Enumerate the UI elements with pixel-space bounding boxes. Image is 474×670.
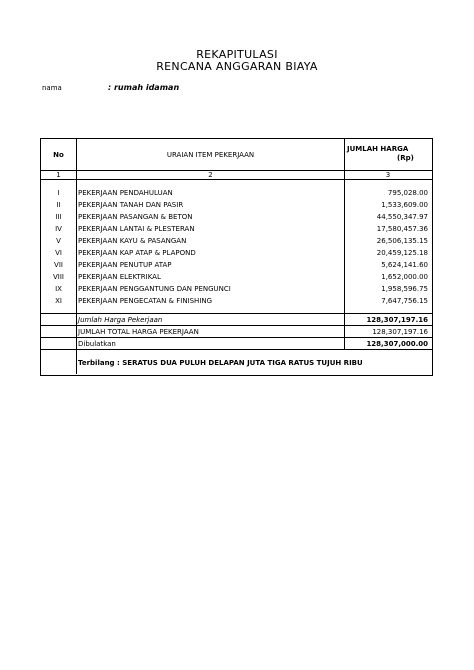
row-amount: 5,624,141.60: [381, 261, 428, 269]
row-no: VII: [54, 261, 63, 269]
row-no: V: [56, 237, 61, 245]
row-amount: 1,652,000.00: [381, 273, 428, 281]
row-amount: 7,647,756.15: [381, 297, 428, 305]
row-desc: PEKERJAAN PASANGAN & BETON: [78, 213, 193, 221]
sum2-value: 128,307,197.16: [372, 328, 428, 336]
col-no-header: No: [53, 151, 64, 159]
row-desc: PEKERJAAN PENGECATAN & FINISHING: [78, 297, 213, 305]
row-desc: PEKERJAAN PENUTUP ATAP: [78, 261, 172, 269]
row-desc: PEKERJAAN ELEKTRIKAL: [78, 273, 161, 281]
row-desc: PEKERJAAN PENGGANTUNG DAN PENGUNCI: [78, 285, 231, 293]
index-1: 1: [56, 171, 61, 179]
row-amount: 1,958,596.75: [381, 285, 428, 293]
row-desc: PEKERJAAN TANAH DAN PASIR: [78, 201, 184, 209]
sum1-divider: [41, 325, 432, 326]
row-desc: PEKERJAAN KAYU & PASANGAN: [78, 237, 187, 245]
row-desc: PEKERJAAN KAP ATAP & PLAPOND: [78, 249, 196, 257]
row-amount: 44,550,347.97: [376, 213, 428, 221]
row-amount: 795,028.00: [387, 189, 428, 197]
row-no: VIII: [53, 273, 64, 281]
sum3-divider: [41, 349, 432, 350]
row-no: II: [56, 201, 61, 209]
row-no: IX: [55, 285, 62, 293]
sum3-label: Dibulatkan: [78, 340, 116, 348]
sum1-value: 128,307,197.16: [366, 316, 428, 324]
terbilang-text: Terbilang : SERATUS DUA PULUH DELAPAN JUTA TIGA RATUS TUJUH RIBU: [78, 359, 363, 367]
doc-subtitle: RENCANA ANGGARAN BIAYA: [156, 60, 318, 73]
sum2-label: JUMLAH TOTAL HARGA PEKERJAAN: [78, 328, 199, 336]
body-divider: [41, 313, 432, 314]
row-amount: 17,580,457.36: [376, 225, 428, 233]
col-amount-header: JUMLAH HARGA: [347, 145, 409, 153]
row-no: I: [57, 189, 60, 197]
name-label: nama: [42, 84, 62, 92]
row-amount: 26,506,135.15: [376, 237, 428, 245]
row-no: IV: [55, 225, 62, 233]
sum1-label: Jumlah Harga Pekerjaan: [78, 316, 163, 324]
col-amount-unit: (Rp): [397, 154, 414, 162]
row-amount: 1,533,609.00: [381, 201, 428, 209]
sum3-value: 128,307,000.00: [366, 340, 428, 348]
recap-table: [40, 138, 433, 376]
index-divider: [41, 179, 432, 180]
doc-title: REKAPITULASI: [196, 48, 278, 61]
row-no: VI: [55, 249, 62, 257]
col-desc-header: URAIAN ITEM PEKERJAAN: [166, 151, 255, 159]
name-value: : rumah idaman: [108, 83, 180, 92]
index-3: 3: [385, 171, 391, 179]
row-desc: PEKERJAAN LANTAI & PLESTERAN: [78, 225, 195, 233]
row-no: III: [55, 213, 62, 221]
row-no: XI: [55, 297, 62, 305]
row-amount: 20,459,125.18: [376, 249, 428, 257]
index-2: 2: [208, 171, 213, 179]
row-desc: PEKERJAAN PENDAHULUAN: [78, 189, 173, 197]
sum2-divider: [41, 337, 432, 338]
